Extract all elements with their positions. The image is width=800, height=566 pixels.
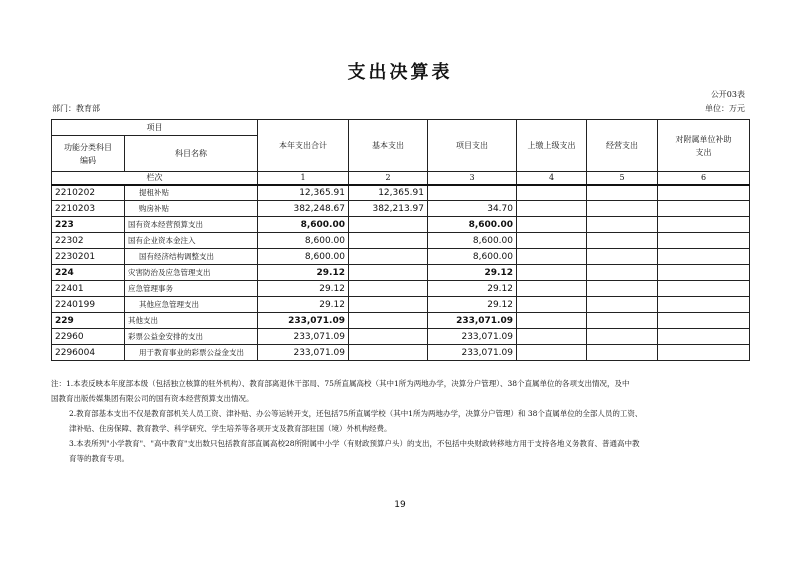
header-item: 项目	[52, 120, 258, 136]
table-row	[52, 345, 750, 361]
row-code: 22302	[52, 233, 125, 249]
row-upper	[517, 297, 587, 313]
note-1a: 注：1.本表反映本年度部本级（包括独立核算的驻外机构）、教育部离退休干部局、75所直属高校（其中1所为两地办学，决算分户管理）、38个直属单位的各项支出情况，及中	[51, 379, 630, 388]
expenditure-table	[51, 119, 750, 361]
row-upper	[517, 345, 587, 361]
note-3a: 3.本表所列"小学教育"、"高中教育"支出数只包括教育部直属高校28所附属中小学（有财政预算户头）的支出，不包括中央财政转移地方用于支持各地义务教育、普通高中教	[69, 439, 640, 448]
col-num-1: 1	[258, 172, 349, 185]
row-subsidy	[658, 265, 750, 281]
row-business	[587, 249, 658, 265]
note-2a: 2.教育部基本支出不仅是教育部机关人员工资、津补贴、办公等运转开支，还包括75所直属学校（其中1所为两地办学，决算分户管理）和 38个直属单位的全部人员的工资、	[69, 409, 643, 418]
row-total: 8,600.00	[258, 233, 349, 249]
page-number: 19	[394, 500, 406, 510]
col-num-2: 2	[349, 172, 428, 185]
row-code: 2240199	[52, 297, 125, 313]
header-func-code: 功能分类科目编码	[52, 136, 125, 172]
row-basic	[349, 265, 428, 281]
header-subject-name: 科目名称	[125, 136, 258, 172]
row-business	[587, 329, 658, 345]
row-project	[428, 185, 517, 201]
row-total: 233,071.09	[258, 313, 349, 329]
row-total: 233,071.09	[258, 345, 349, 361]
row-project: 29.12	[428, 281, 517, 297]
row-basic	[349, 249, 428, 265]
row-subject-name: 应急管理事务	[125, 281, 258, 297]
form-code: 公开03表	[710, 90, 745, 99]
row-basic	[349, 297, 428, 313]
row-total: 8,600.00	[258, 217, 349, 233]
row-subject-name: 国有企业资本金注入	[125, 233, 258, 249]
header-column-label: 栏次	[52, 172, 258, 185]
row-code: 2210202	[52, 185, 125, 201]
row-upper	[517, 265, 587, 281]
col-num-3: 3	[428, 172, 517, 185]
row-business	[587, 185, 658, 201]
page-title: 支出决算表	[347, 62, 453, 83]
header-upper: 上缴上级支出	[517, 120, 587, 172]
row-code: 229	[52, 313, 125, 329]
row-code: 2296004	[52, 345, 125, 361]
row-subsidy	[658, 185, 750, 201]
row-subject-name: 其他支出	[125, 313, 258, 329]
row-business	[587, 297, 658, 313]
row-subsidy	[658, 297, 750, 313]
table-row	[52, 297, 750, 313]
row-project: 8,600.00	[428, 217, 517, 233]
row-code: 22960	[52, 329, 125, 345]
table-row	[52, 265, 750, 281]
header-business: 经营支出	[587, 120, 658, 172]
table-row	[52, 185, 750, 201]
row-subject-name: 用于教育事业的彩票公益金支出	[125, 345, 258, 361]
row-total: 233,071.09	[258, 329, 349, 345]
row-subject-name: 国有经济结构调整支出	[125, 249, 258, 265]
table-row	[52, 313, 750, 329]
header-basic: 基本支出	[349, 120, 428, 172]
row-subject-name: 提租补贴	[125, 185, 258, 201]
row-upper	[517, 185, 587, 201]
row-subsidy	[658, 249, 750, 265]
row-code: 2210203	[52, 201, 125, 217]
row-code: 2230201	[52, 249, 125, 265]
row-upper	[517, 249, 587, 265]
row-basic	[349, 217, 428, 233]
note-1b: 国教育出版传媒集团有限公司的国有资本经营预算支出情况。	[51, 394, 254, 403]
unit-label: 单位：万元	[705, 104, 745, 113]
row-basic	[349, 329, 428, 345]
row-basic: 382,213.97	[349, 201, 428, 217]
row-subject-name: 国有资本经营预算支出	[125, 217, 258, 233]
note-2b: 津补贴、住房保障、教育教学、科学研究、学生培养等各项开支及教育部驻国（境）外机构经费。	[69, 424, 392, 433]
table-row	[52, 329, 750, 345]
row-total: 29.12	[258, 281, 349, 297]
header-total: 本年支出合计	[258, 120, 349, 172]
row-upper	[517, 217, 587, 233]
col-num-6: 6	[658, 172, 750, 185]
row-subsidy	[658, 281, 750, 297]
row-project: 8,600.00	[428, 233, 517, 249]
row-business	[587, 313, 658, 329]
row-business	[587, 201, 658, 217]
row-total: 8,600.00	[258, 249, 349, 265]
row-subsidy	[658, 201, 750, 217]
row-upper	[517, 201, 587, 217]
table-row	[52, 217, 750, 233]
col-num-4: 4	[517, 172, 587, 185]
notes	[51, 376, 751, 466]
row-total: 382,248.67	[258, 201, 349, 217]
row-upper	[517, 233, 587, 249]
row-code: 224	[52, 265, 125, 281]
row-business	[587, 265, 658, 281]
row-total: 12,365.91	[258, 185, 349, 201]
row-project: 233,071.09	[428, 345, 517, 361]
row-basic	[349, 313, 428, 329]
row-code: 223	[52, 217, 125, 233]
row-upper	[517, 313, 587, 329]
row-upper	[517, 281, 587, 297]
table-row	[52, 281, 750, 297]
row-subsidy	[658, 233, 750, 249]
row-project: 34.70	[428, 201, 517, 217]
row-subject-name: 购房补贴	[125, 201, 258, 217]
row-upper	[517, 329, 587, 345]
note-3b: 育等的教育专项。	[69, 454, 129, 463]
row-total: 29.12	[258, 265, 349, 281]
row-basic: 12,365.91	[349, 185, 428, 201]
row-subsidy	[658, 313, 750, 329]
row-business	[587, 345, 658, 361]
row-basic	[349, 233, 428, 249]
table-row	[52, 233, 750, 249]
row-business	[587, 233, 658, 249]
row-code: 22401	[52, 281, 125, 297]
header-project: 项目支出	[428, 120, 517, 172]
row-project: 233,071.09	[428, 329, 517, 345]
row-subsidy	[658, 345, 750, 361]
department-label: 部门：教育部	[52, 104, 100, 113]
table-row	[52, 201, 750, 217]
header-subsidy: 对附属单位补助支出	[658, 120, 750, 172]
col-num-5: 5	[587, 172, 658, 185]
row-subsidy	[658, 329, 750, 345]
row-subject-name: 灾害防治及应急管理支出	[125, 265, 258, 281]
row-project: 29.12	[428, 265, 517, 281]
table-body	[52, 185, 750, 361]
row-total: 29.12	[258, 297, 349, 313]
row-project: 29.12	[428, 297, 517, 313]
row-basic	[349, 345, 428, 361]
row-project: 233,071.09	[428, 313, 517, 329]
row-subject-name: 彩票公益金安排的支出	[125, 329, 258, 345]
table-row	[52, 249, 750, 265]
row-business	[587, 217, 658, 233]
row-project: 8,600.00	[428, 249, 517, 265]
row-business	[587, 281, 658, 297]
row-subsidy	[658, 217, 750, 233]
row-basic	[349, 281, 428, 297]
row-subject-name: 其他应急管理支出	[125, 297, 258, 313]
